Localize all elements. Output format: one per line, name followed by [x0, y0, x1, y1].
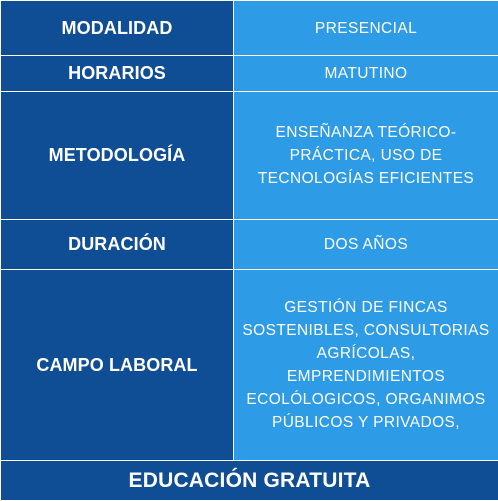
table-row-modalidad: [1, 1, 498, 56]
value-duracion: DOS AÑOS: [234, 220, 498, 270]
label-horarios: HORARIOS: [1, 56, 234, 92]
value-modalidad: PRESENCIAL: [234, 1, 498, 56]
table-row-campo-laboral: [1, 270, 498, 461]
value-metodologia-line-1: ENSEÑANZA TEÓRICO-: [242, 121, 490, 144]
value-campo-laboral-line-3: AGRÍCOLAS,: [242, 342, 490, 365]
label-modalidad: MODALIDAD: [1, 1, 234, 56]
table-row-horarios: [1, 56, 498, 92]
value-campo-laboral-line-1: GESTIÓN DE FINCAS: [242, 296, 490, 319]
table-row-duracion: [1, 220, 498, 270]
label-duracion: DURACIÓN: [1, 220, 234, 270]
value-metodologia-line-3: TECNOLOGÍAS EFICIENTES: [242, 167, 490, 190]
value-campo-laboral: [234, 270, 498, 461]
value-horarios: MATUTINO: [234, 56, 498, 92]
value-campo-laboral-line-5: ECOLÓLOGICOS, ORGANIMOS: [242, 388, 490, 411]
footer-banner: EDUCACIÓN GRATUITA: [1, 461, 498, 501]
value-campo-laboral-line-4: EMPRENDIMIENTOS: [242, 365, 490, 388]
value-metodologia-line-2: PRÁCTICA, USO DE: [242, 144, 490, 167]
value-campo-laboral-line-6: PÚBLICOS Y PRIVADOS,: [242, 411, 490, 434]
value-metodologia: [234, 92, 498, 220]
table-row-metodologia: [1, 92, 498, 220]
value-campo-laboral-line-2: SOSTENIBLES, CONSULTORIAS: [242, 319, 490, 342]
label-metodologia: METODOLOGÍA: [1, 92, 234, 220]
label-campo-laboral: CAMPO LABORAL: [1, 270, 234, 461]
table-row-footer: [1, 461, 498, 501]
